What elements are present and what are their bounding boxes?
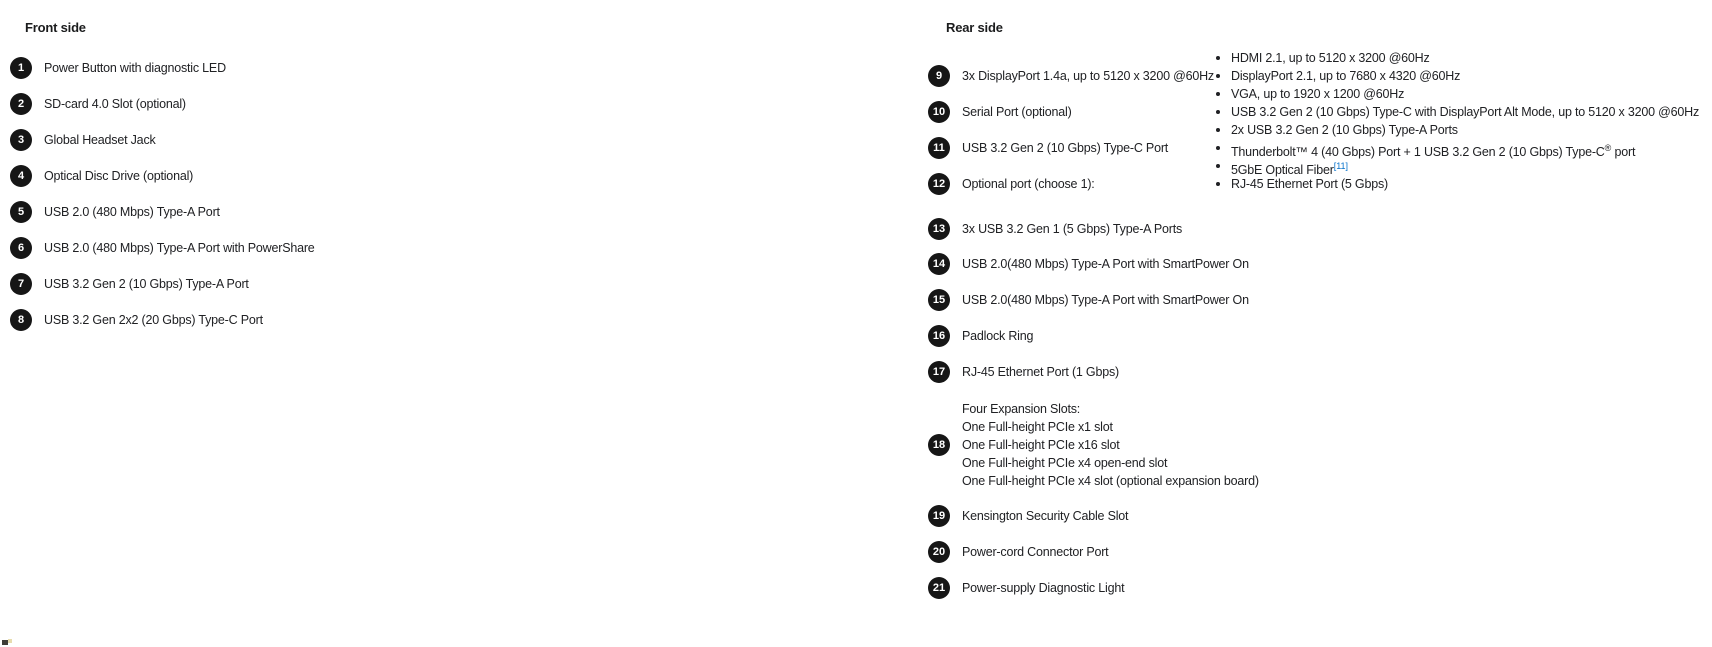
callout-number-badge: 13 bbox=[928, 218, 950, 240]
bullet-dot bbox=[1216, 110, 1220, 114]
bullet-text: RJ-45 Ethernet Port (5 Gbps) bbox=[1231, 177, 1388, 191]
bullet-text: 5GbE Optical Fiber bbox=[1231, 163, 1334, 178]
optional-port-bullet bbox=[1210, 139, 1699, 160]
front-item-6 bbox=[10, 237, 315, 259]
callout-label: USB 3.2 Gen 2 (10 Gbps) Type-C Port bbox=[962, 141, 1169, 155]
footnote-11-link[interactable]: [11] bbox=[1333, 161, 1349, 171]
optional-port-bullet bbox=[1210, 157, 1699, 178]
rear-item-10 bbox=[928, 101, 1072, 123]
callout-number-badge: 14 bbox=[928, 253, 950, 275]
rear-item-13 bbox=[928, 218, 1182, 240]
callout-label: Power Button with diagnostic LED bbox=[44, 61, 226, 75]
expansion-slots-line: One Full-height PCIe x1 slot bbox=[962, 420, 1113, 434]
rear-item-16 bbox=[928, 325, 1033, 347]
bullet-text: HDMI 2.1, up to 5120 x 3200 @60Hz bbox=[1231, 51, 1430, 65]
expansion-slots-text bbox=[962, 400, 1259, 490]
rear-item-11 bbox=[928, 137, 1168, 159]
callout-label: Optional port (choose 1): bbox=[962, 177, 1095, 191]
callout-label: Kensington Security Cable Slot bbox=[962, 509, 1129, 523]
callout-number-badge: 6 bbox=[10, 237, 32, 259]
callout-number-badge: 16 bbox=[928, 325, 950, 347]
callout-label: USB 2.0(480 Mbps) Type-A Port with SmartPower On bbox=[962, 293, 1249, 307]
bullet-dot bbox=[1216, 92, 1220, 96]
callout-number-badge: 19 bbox=[928, 505, 950, 527]
rear-item-18 bbox=[928, 400, 1259, 490]
callout-number-badge: 9 bbox=[928, 65, 950, 87]
rear-item-21 bbox=[928, 577, 1124, 599]
callout-number-badge: 21 bbox=[928, 577, 950, 599]
callout-number-badge: 8 bbox=[10, 309, 32, 331]
callout-label: 3x USB 3.2 Gen 1 (5 Gbps) Type-A Ports bbox=[962, 222, 1183, 236]
rear-item-20 bbox=[928, 541, 1108, 563]
bullet-dot bbox=[1216, 128, 1220, 132]
bullet-dot bbox=[1216, 74, 1220, 78]
optional-port-bullet bbox=[1210, 175, 1699, 193]
expansion-slots-line: One Full-height PCIe x16 slot bbox=[962, 438, 1120, 452]
registered-trademark-symbol: ® bbox=[1604, 143, 1612, 153]
front-item-1 bbox=[10, 57, 226, 79]
rear-side-heading: Rear side bbox=[946, 20, 1003, 35]
corner-artifact bbox=[8, 639, 12, 643]
callout-label: USB 2.0 (480 Mbps) Type-A Port with PowerShare bbox=[44, 241, 315, 255]
callout-label: Power-cord Connector Port bbox=[962, 545, 1109, 559]
expansion-slots-line: One Full-height PCIe x4 open-end slot bbox=[962, 456, 1168, 470]
optional-port-bullet bbox=[1210, 85, 1699, 103]
callout-number-badge: 20 bbox=[928, 541, 950, 563]
callout-label: Optical Disc Drive (optional) bbox=[44, 169, 194, 183]
optional-port-bullet bbox=[1210, 67, 1699, 85]
front-side-heading: Front side bbox=[25, 20, 86, 35]
callout-label: 3x DisplayPort 1.4a, up to 5120 x 3200 @60Hz bbox=[962, 69, 1214, 83]
optional-port-bullet bbox=[1210, 121, 1699, 139]
callout-label: Power-supply Diagnostic Light bbox=[962, 581, 1125, 595]
callout-number-badge: 2 bbox=[10, 93, 32, 115]
bullet-text: 2x USB 3.2 Gen 2 (10 Gbps) Type-A Ports bbox=[1231, 123, 1458, 137]
rear-item-19 bbox=[928, 505, 1128, 527]
bullet-dot bbox=[1216, 146, 1220, 150]
callout-label: USB 3.2 Gen 2x2 (20 Gbps) Type-C Port bbox=[44, 313, 263, 327]
callout-label: SD-card 4.0 Slot (optional) bbox=[44, 97, 186, 111]
callout-label: USB 3.2 Gen 2 (10 Gbps) Type-A Port bbox=[44, 277, 249, 291]
callout-number-badge: 15 bbox=[928, 289, 950, 311]
rear-item-9 bbox=[928, 65, 1214, 87]
front-item-4 bbox=[10, 165, 193, 187]
rear-item-12 bbox=[928, 173, 1095, 195]
bullet-text: DisplayPort 2.1, up to 7680 x 4320 @60Hz bbox=[1231, 69, 1461, 83]
callout-number-badge: 12 bbox=[928, 173, 950, 195]
callout-number-badge: 17 bbox=[928, 361, 950, 383]
callout-label: Serial Port (optional) bbox=[962, 105, 1072, 119]
optional-port-bullet bbox=[1210, 49, 1699, 67]
callout-number-badge: 3 bbox=[10, 129, 32, 151]
optional-port-bullet bbox=[1210, 103, 1699, 121]
bullet-text: USB 3.2 Gen 2 (10 Gbps) Type-C with DisplayPort Alt Mode, up to 5120 x 3200 @60Hz bbox=[1231, 105, 1700, 119]
optional-port-choices-list bbox=[1210, 49, 1699, 193]
front-item-2 bbox=[10, 93, 186, 115]
callout-label: USB 2.0 (480 Mbps) Type-A Port bbox=[44, 205, 220, 219]
callout-number-badge: 5 bbox=[10, 201, 32, 223]
bullet-text: VGA, up to 1920 x 1200 @60Hz bbox=[1231, 87, 1405, 101]
bullet-dot bbox=[1216, 56, 1220, 60]
front-item-7 bbox=[10, 273, 249, 295]
bullet-dot bbox=[1216, 182, 1220, 186]
callout-label: Padlock Ring bbox=[962, 329, 1034, 343]
front-item-5 bbox=[10, 201, 220, 223]
callout-number-badge: 7 bbox=[10, 273, 32, 295]
callout-label: USB 2.0(480 Mbps) Type-A Port with SmartPower On bbox=[962, 257, 1249, 271]
front-item-8 bbox=[10, 309, 263, 331]
callout-number-badge: 10 bbox=[928, 101, 950, 123]
rear-item-15 bbox=[928, 289, 1249, 311]
callout-number-badge: 18 bbox=[928, 434, 950, 456]
callout-number-badge: 1 bbox=[10, 57, 32, 79]
callout-label: RJ-45 Ethernet Port (1 Gbps) bbox=[962, 365, 1119, 379]
bullet-text-cont: port bbox=[1611, 145, 1636, 160]
expansion-slots-line: Four Expansion Slots: bbox=[962, 402, 1081, 416]
front-item-3 bbox=[10, 129, 156, 151]
callout-label: Global Headset Jack bbox=[44, 133, 156, 147]
rear-item-17 bbox=[928, 361, 1119, 383]
rear-item-14 bbox=[928, 253, 1249, 275]
bullet-text: Thunderbolt™ 4 (40 Gbps) Port + 1 USB 3.2 Gen 2 (10 Gbps) Type-C bbox=[1231, 145, 1605, 160]
callout-number-badge: 4 bbox=[10, 165, 32, 187]
bullet-dot bbox=[1216, 164, 1220, 168]
expansion-slots-line: One Full-height PCIe x4 slot (optional expansion board) bbox=[962, 474, 1259, 488]
callout-number-badge: 11 bbox=[928, 137, 950, 159]
